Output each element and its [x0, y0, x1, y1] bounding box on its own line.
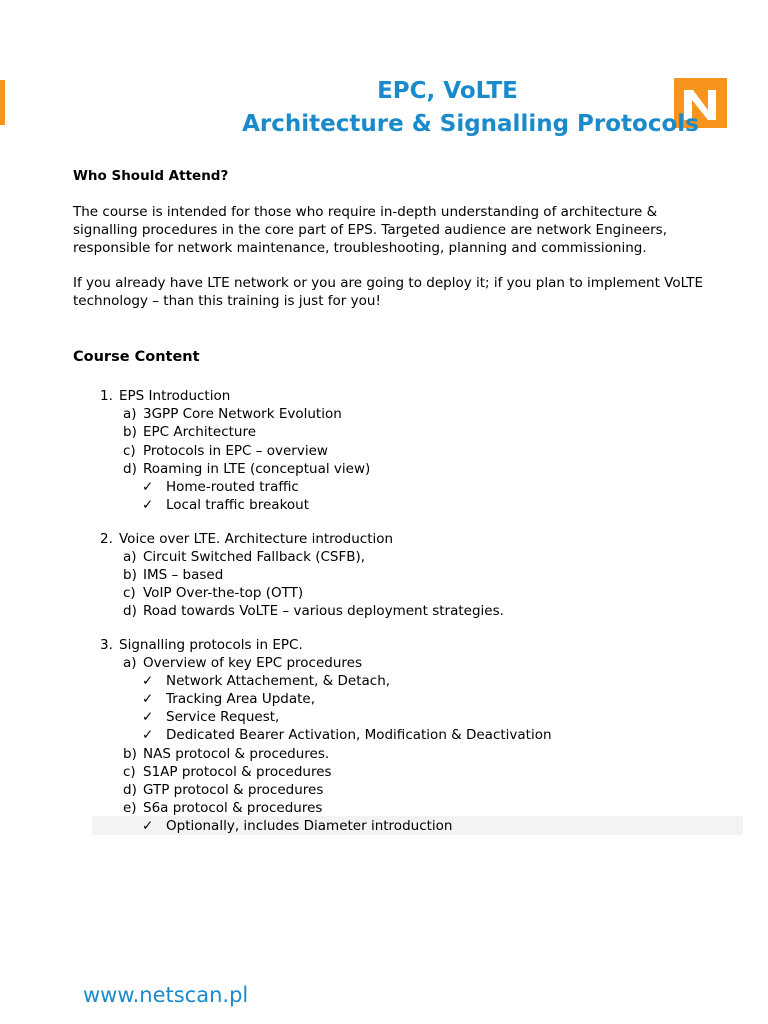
list-item: d) Road towards VoLTE – various deployment strategies. — [123, 603, 504, 619]
list-item: a) Overview of key EPC procedures — [123, 655, 362, 671]
list-item: c) Protocols in EPC – overview — [123, 443, 328, 459]
list-item: c) VoIP Over-the-top (OTT) — [123, 585, 304, 601]
list-item: b) EPC Architecture — [123, 424, 257, 440]
list-item: d) GTP protocol & procedures — [123, 782, 324, 798]
page-title-line2: Architecture & Signalling Protocols — [242, 111, 699, 137]
check-icon: ✓ — [142, 691, 154, 707]
list-item: d) Roaming in LTE (conceptual view) — [123, 461, 371, 477]
check-item: ✓ Local traffic breakout — [142, 497, 310, 513]
list-item: b) NAS protocol & procedures. — [123, 746, 330, 762]
left-accent-bar — [0, 80, 5, 125]
page-title-line1: EPC, VoLTE — [377, 78, 518, 104]
check-icon: ✓ — [142, 818, 154, 834]
check-icon: ✓ — [142, 479, 154, 495]
check-item: ✓ Tracking Area Update, — [142, 691, 316, 707]
list-item: a) 3GPP Core Network Evolution — [123, 406, 342, 422]
list-item: a) Circuit Switched Fallback (CSFB), — [123, 549, 366, 565]
audience-paragraph-1: The course is intended for those who require in-depth understanding of architecture & signalling procedures in the core part of EPS. Targeted audience are network Engineers, responsible for network maintenance, troubleshooting, planning and commissioning. — [73, 204, 667, 256]
audience-paragraph-2: If you already have LTE network or you are going to deploy it; if you plan to implement VoLTE technology – than this training is just for you! — [73, 275, 704, 309]
list-item: c) S1AP protocol & procedures — [123, 764, 332, 780]
check-icon: ✓ — [142, 727, 154, 743]
check-item: ✓ Home-routed traffic — [142, 479, 299, 495]
list-item: e) S6a protocol & procedures — [123, 800, 323, 816]
who-should-attend-heading: Who Should Attend? — [73, 168, 229, 184]
course-content-heading: Course Content — [73, 349, 200, 365]
section-title: 3. Signalling protocols in EPC. — [100, 637, 303, 653]
check-item: ✓ Network Attachement, & Detach, — [142, 673, 391, 689]
check-item: ✓ Service Request, — [142, 709, 280, 725]
footer-url-link[interactable]: www.netscan.pl — [83, 983, 249, 1007]
section-title: 2. Voice over LTE. Architecture introduction — [100, 531, 394, 547]
check-icon: ✓ — [142, 497, 154, 513]
check-item: ✓ Optionally, includes Diameter introduction — [142, 818, 453, 834]
section-title: 1. EPS Introduction — [100, 388, 231, 404]
check-icon: ✓ — [142, 673, 154, 689]
check-item: ✓ Dedicated Bearer Activation, Modification & Deactivation — [142, 727, 552, 743]
list-item: b) IMS – based — [123, 567, 224, 583]
check-icon: ✓ — [142, 709, 154, 725]
